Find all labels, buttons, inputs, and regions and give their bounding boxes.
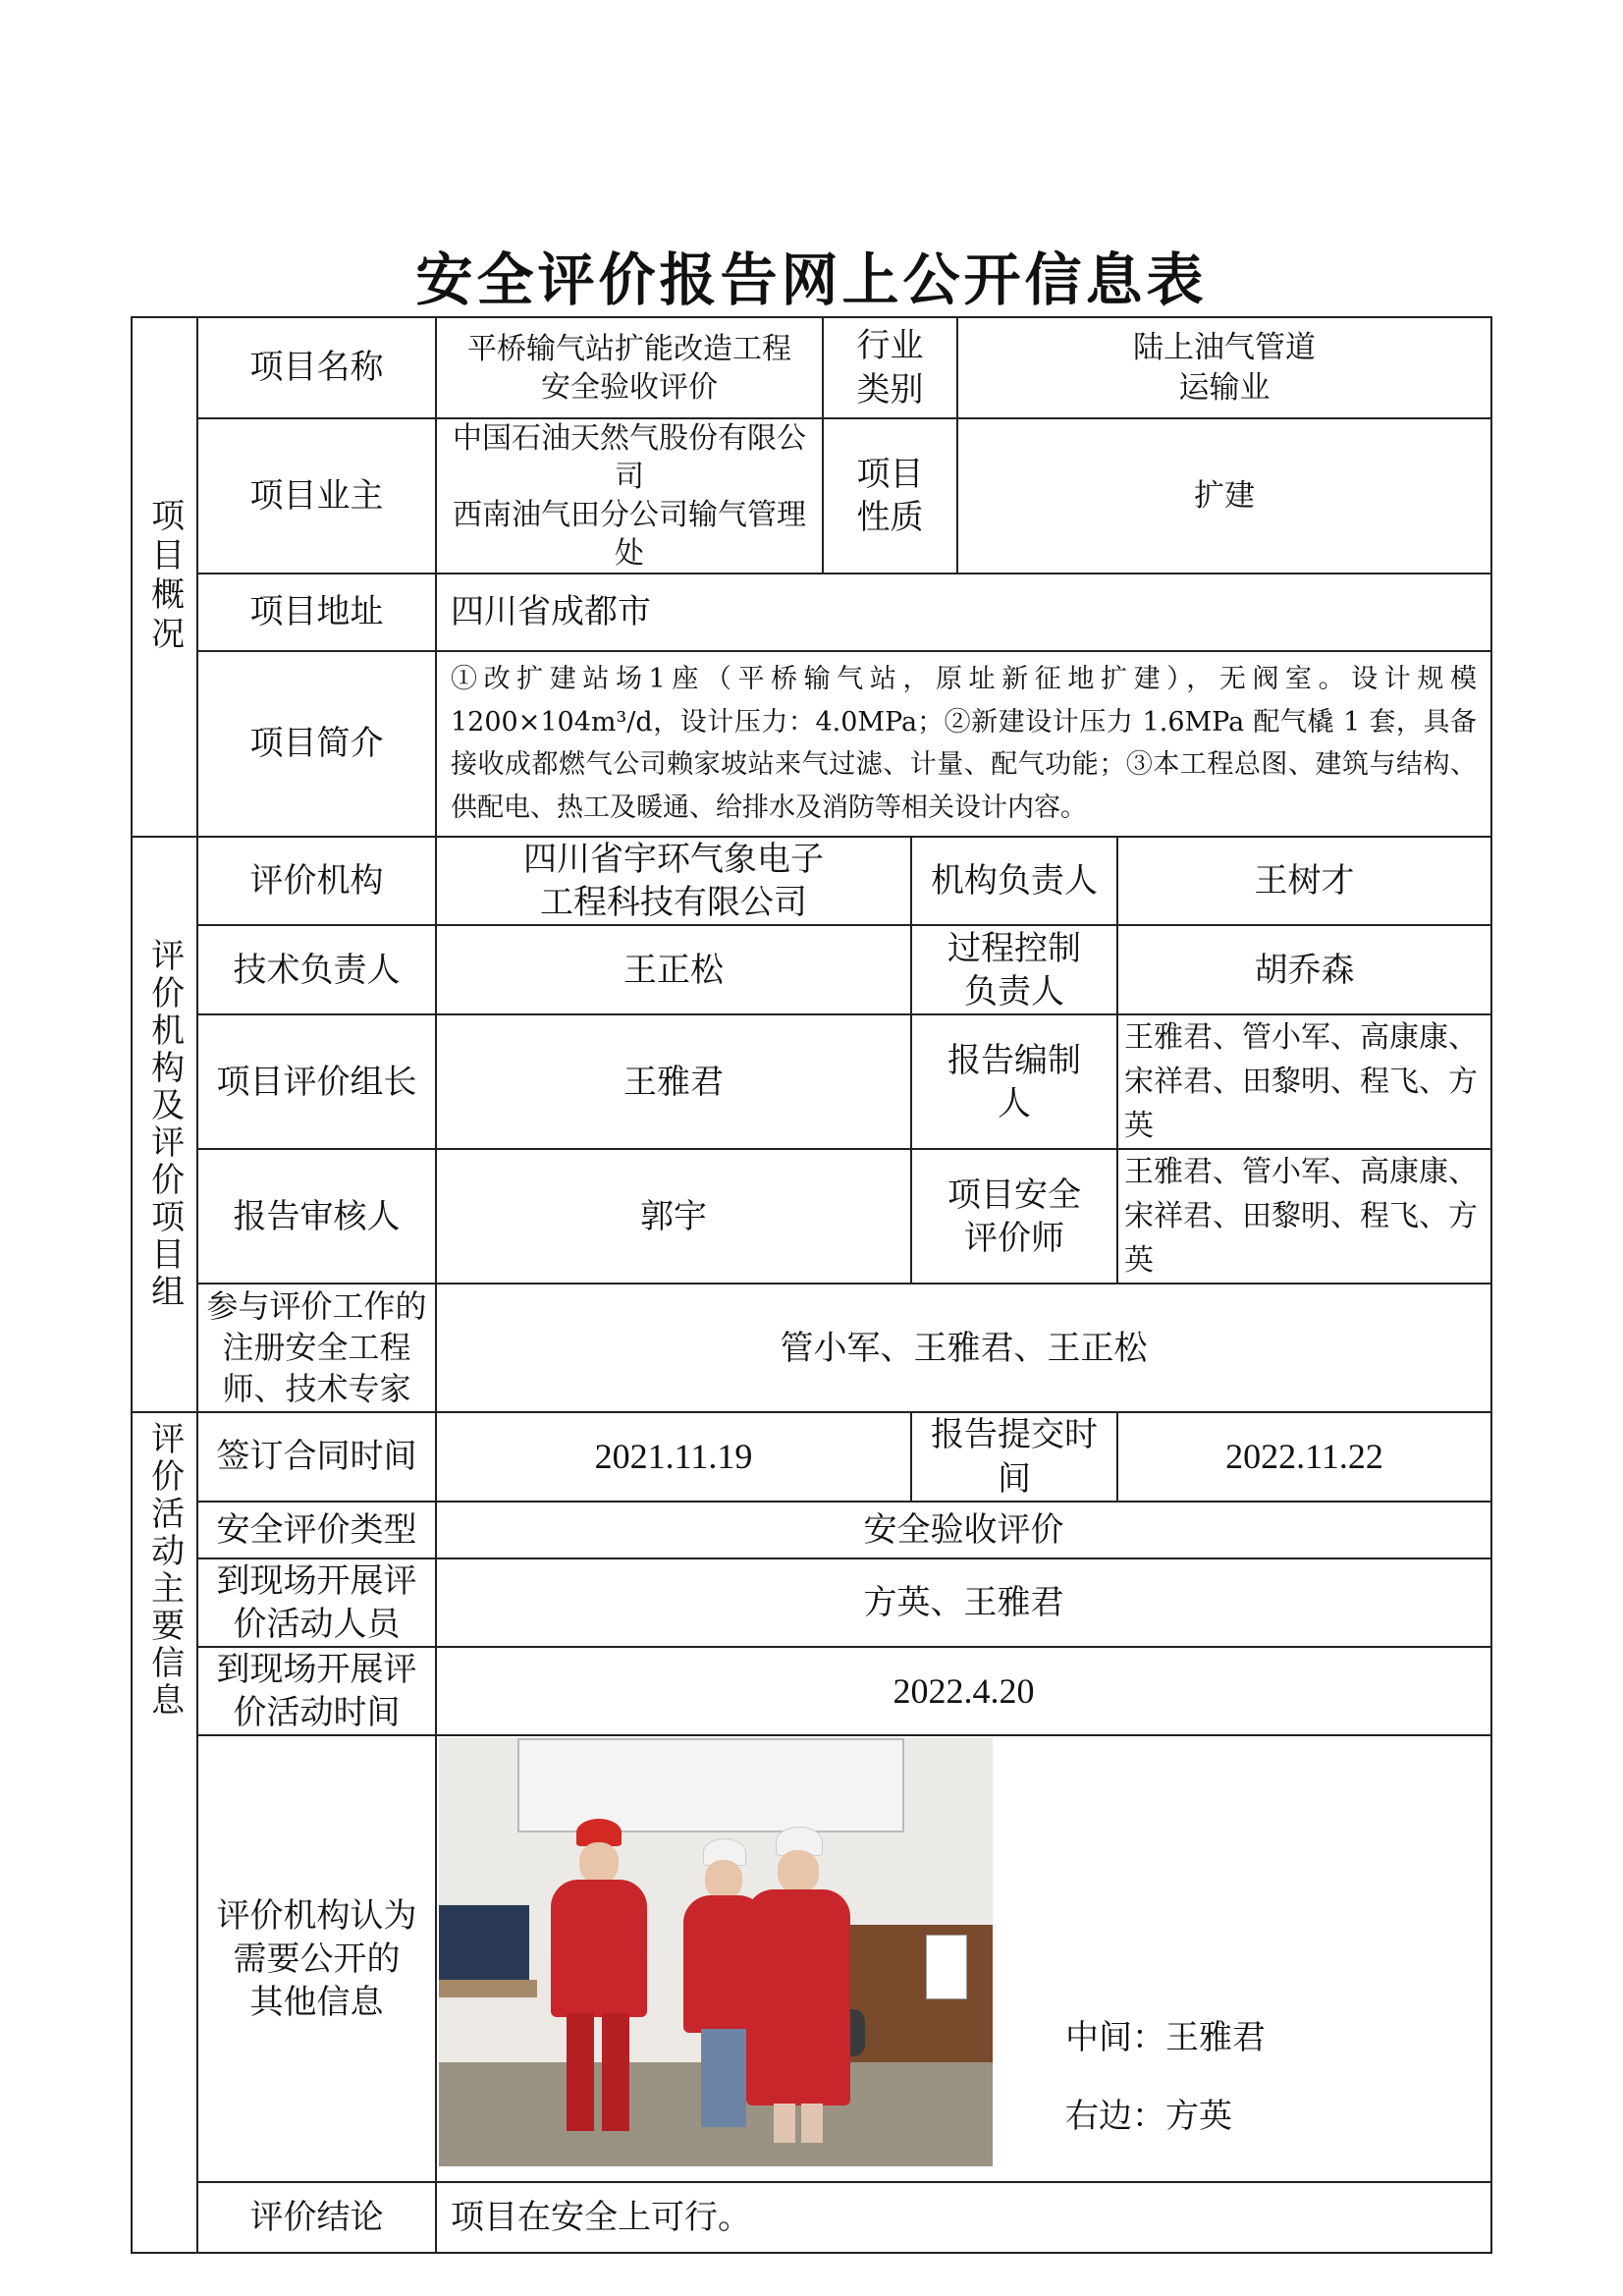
nature-label-line2: 性质 <box>856 498 924 537</box>
onsite-time-label-line2: 价活动时间 <box>233 1693 401 1733</box>
nature-label <box>823 418 957 574</box>
onsite-time-value: 2022.4.20 <box>436 1647 1491 1735</box>
other-info-label <box>197 1735 436 2182</box>
writers-value: 王雅君、管小军、高康康、宋祥君、田黎明、程飞、方英 <box>1117 1014 1491 1149</box>
leader-label: 项目评价组长 <box>197 1014 436 1149</box>
onsite-time-label <box>197 1647 436 1735</box>
reviewer-value: 郭宇 <box>436 1149 911 1284</box>
person-left <box>537 1817 645 2151</box>
conclusion-value: 项目在安全上可行。 <box>436 2182 1491 2253</box>
other-label-line1: 评价机构认为 <box>216 1895 417 1936</box>
section-activity-text: 评价活动主要信息 <box>144 1421 185 1721</box>
address-label: 项目地址 <box>197 574 436 651</box>
red-lab-coat <box>746 1889 850 2105</box>
leg <box>567 2013 594 2131</box>
writer-label <box>911 1014 1117 1149</box>
photo-monitor <box>439 1905 529 1982</box>
intro-value: ①改扩建站场1座（平桥输气站，原址新征地扩建），无阀室。设计规模 1200×104m³/d，设计压力：4.0MPa；②新建设计压力 1.6MPa 配气橇 1 套，具备接收成都燃气公司赖家坡站来气过滤、计量、配气功能；③本工程总图、建筑与结构、供配电、热工及暖通、给排水及消防等相关设计内容。 <box>436 651 1491 837</box>
owner-line2: 西南油气田分公司输气管理处 <box>453 498 806 571</box>
project-name-line2: 安全验收评价 <box>541 369 718 405</box>
reviewer-label: 报告审核人 <box>197 1149 436 1284</box>
agency-label: 评价机构 <box>197 837 436 925</box>
process-label <box>911 925 1117 1014</box>
section-label-overview <box>132 317 197 837</box>
photo-caption-middle: 中间：王雅君 <box>1065 2018 1266 2058</box>
industry-label-line1: 行业 <box>856 326 924 366</box>
head-label: 机构负责人 <box>911 837 1117 925</box>
conclusion-label: 评价结论 <box>197 2182 436 2253</box>
page-title: 安全评价报告网上公开信息表 <box>415 246 1208 313</box>
face <box>778 1850 819 1893</box>
experts-value: 管小军、王雅君、王正松 <box>436 1284 1491 1412</box>
section-label-org <box>132 837 197 1412</box>
other-info-value <box>436 1735 1491 2182</box>
assessor-label <box>911 1149 1117 1284</box>
tech-label: 技术负责人 <box>197 925 436 1014</box>
face <box>705 1860 742 1899</box>
tech-value: 王正松 <box>436 925 911 1014</box>
leg <box>602 2013 629 2131</box>
agency-value <box>436 837 911 925</box>
process-label-line1: 过程控制 <box>947 928 1081 968</box>
leader-value: 王雅君 <box>436 1014 911 1149</box>
owner-value <box>436 418 823 574</box>
nature-label-line1: 项目 <box>856 454 924 494</box>
other-label-line2: 需要公开的 <box>233 1939 401 1979</box>
assessors-value: 王雅君、管小军、高康康、宋祥君、田黎明、程飞、方英 <box>1117 1149 1491 1284</box>
red-coverall <box>551 1880 647 2017</box>
section-org-text: 评价机构及评价项目组 <box>144 938 185 1312</box>
assessor-label-line2: 评价师 <box>964 1218 1064 1258</box>
agency-line2: 工程科技有限公司 <box>540 883 807 923</box>
address-value: 四川省成都市 <box>436 574 1491 651</box>
head-value: 王树才 <box>1117 837 1491 925</box>
project-name-value <box>436 317 823 418</box>
onsite-staff-label-line1: 到现场开展评 <box>216 1560 417 1601</box>
leg <box>801 2104 823 2143</box>
agency-line1: 四川省宇环气象电子 <box>523 839 824 879</box>
info-table <box>131 316 1492 2254</box>
experts-label-line2: 注册安全工程 <box>222 1329 411 1367</box>
contract-date: 2021.11.19 <box>436 1412 911 1501</box>
writer-label-line2: 人 <box>998 1083 1031 1123</box>
other-label-line3: 其他信息 <box>249 1983 384 2023</box>
onsite-time-label-line1: 到现场开展评 <box>216 1650 417 1690</box>
photo-desk <box>439 1980 537 1997</box>
industry-label <box>823 317 957 418</box>
type-label: 安全评价类型 <box>197 1502 436 1558</box>
experts-label <box>197 1284 436 1412</box>
project-name-label: 项目名称 <box>197 317 436 418</box>
type-value: 安全验收评价 <box>436 1502 1491 1558</box>
nature-value: 扩建 <box>957 418 1491 574</box>
owner-line1: 中国石油天然气股份有限公司 <box>453 421 806 494</box>
photo-area <box>437 1736 1490 2178</box>
industry-line1: 陆上油气管道 <box>1133 330 1316 366</box>
project-name-line1: 平桥输气站扩能改造工程 <box>467 331 791 366</box>
owner-label: 项目业主 <box>197 418 436 574</box>
process-label-line2: 负责人 <box>964 971 1064 1011</box>
person-right <box>738 1825 856 2159</box>
writer-label-line1: 报告编制 <box>947 1040 1081 1080</box>
industry-line2: 运输业 <box>1178 369 1271 406</box>
face <box>579 1842 619 1884</box>
onsite-staff-label-line2: 价活动人员 <box>233 1604 401 1644</box>
contract-label: 签订合同时间 <box>197 1412 436 1501</box>
assessor-label-line1: 项目安全 <box>947 1175 1081 1215</box>
process-value: 胡乔森 <box>1117 925 1491 1014</box>
photo-caption-right: 右边：方英 <box>1065 2097 1232 2137</box>
industry-label-line2: 类别 <box>856 369 924 410</box>
section-overview-text: 项目概况 <box>144 498 185 656</box>
section-label-activity <box>132 1412 197 2253</box>
onsite-staff-value: 方英、王雅君 <box>436 1558 1491 1647</box>
onsite-staff-label <box>197 1558 436 1647</box>
experts-label-line3: 师、技术专家 <box>222 1369 411 1407</box>
submit-date: 2022.11.22 <box>1117 1412 1491 1501</box>
experts-label-line1: 参与评价工作的 <box>206 1287 427 1326</box>
photo-safety-sign <box>926 1935 967 1999</box>
site-photo <box>439 1738 993 2166</box>
intro-label: 项目简介 <box>197 651 436 837</box>
industry-value <box>957 317 1491 418</box>
leg <box>774 2104 795 2143</box>
submit-label: 报告提交时间 <box>911 1412 1117 1501</box>
